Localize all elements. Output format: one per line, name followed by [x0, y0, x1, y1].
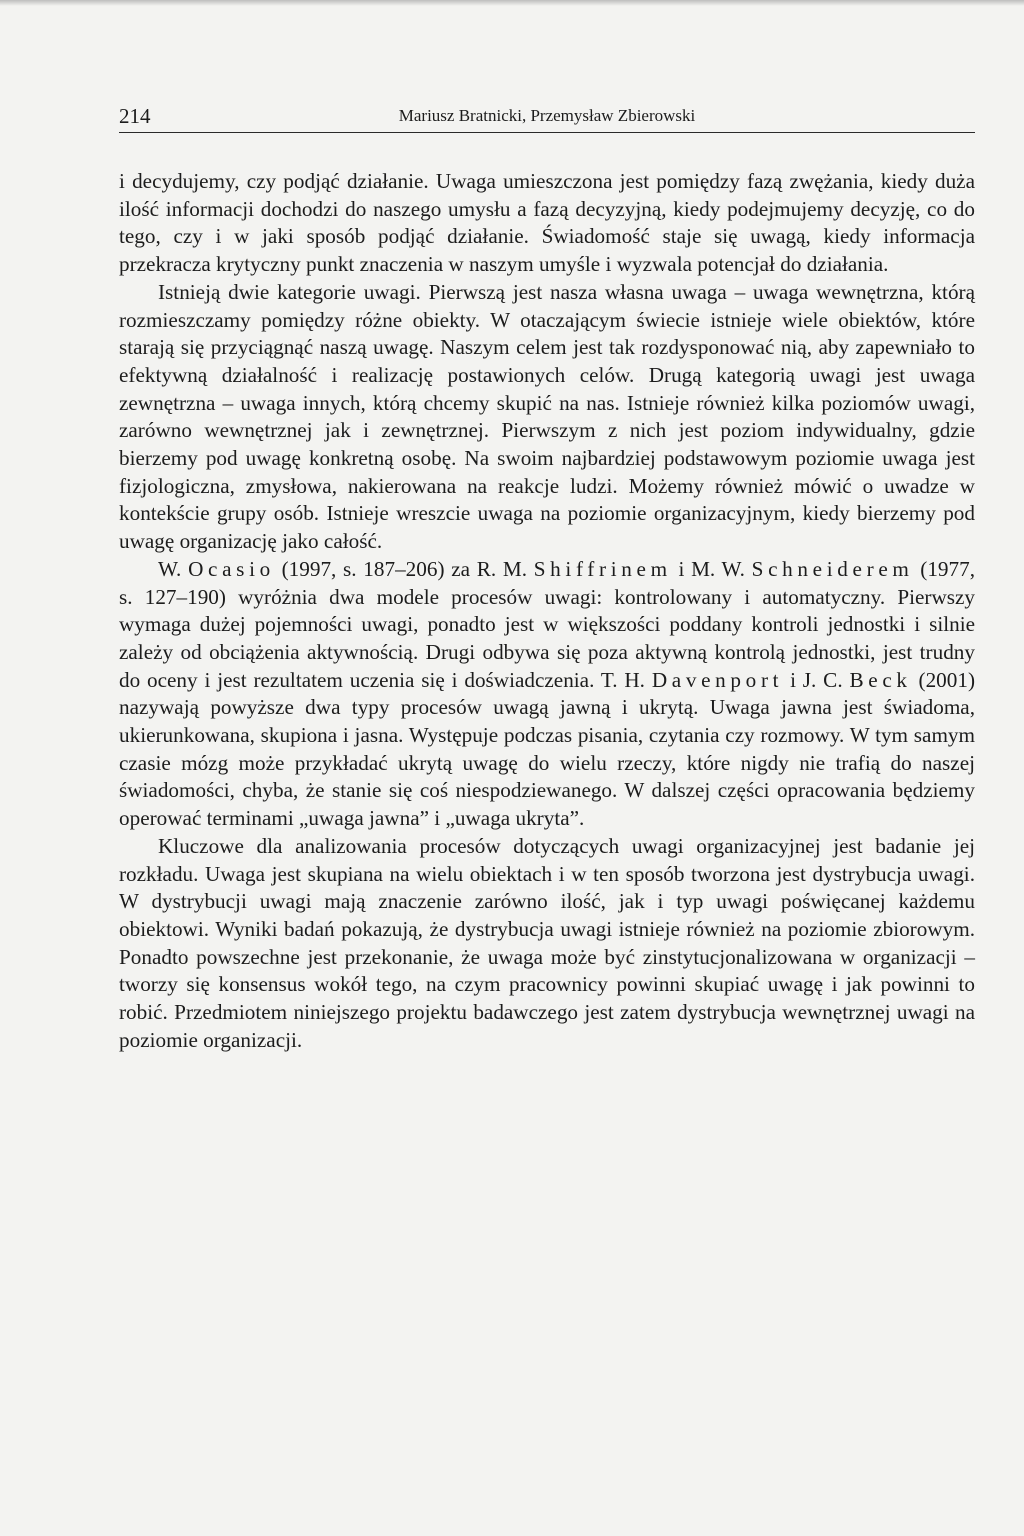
- text-segment: i M. W.: [671, 556, 752, 581]
- text-segment: W.: [158, 556, 189, 581]
- text-segment: (1997, s. 187–206) za R. M.: [274, 556, 534, 581]
- paragraph-attention-categories: Istnieją dwie kategorie uwagi. Pierwszą jest nasza własna uwaga – uwaga wewnętrzna, którą rozmieszczamy pomiędzy różne obiekty. W otaczającym świecie istnieje wiele obiektów, które starają się przyciągnąć naszą uwagę. Naszym celem jest tak rozdysponować nią, aby zapewniało to efektywną działalność i realizację postawionych celów. Drugą kategorią uwagi jest uwaga zewnętrzna – uwaga innych, którą chcemy skupić na nas. Istnieje również kilka poziomów uwagi, zarówno wewnętrznej jak i zewnętrznej. Pierwszym z nich jest poziom indywidualny, gdzie bierzemy pod uwagę konkretną osobę. Na swoim najbardziej podstawowym poziomie uwaga jest fizjologiczna, zmysłowa, nakierowana na reakcje ludzi. Możemy również mówić o uwadze w kontekście grupy osób. Istnieje wreszcie uwaga na poziomie organizacyjnym, kiedy bierzemy pod uwagę organizację jako całość.: [119, 279, 975, 554]
- body-text: [119, 168, 975, 1055]
- text-segment: (1977, s. 127–190) wyróżnia dwa modele procesów uwagi: kontrolowany i automatyczny. Pierwszy wymaga dużej pojemności uwagi, ponadto jest w większości poddany kontroli jednostki i silnie zależy od obciążenia aktywnością. Drugi odbywa się poza aktywną kontrolą jednostki, jest trudny do oceny i jest rezultatem uczenia się i doświadczenia. T. H.: [119, 556, 975, 692]
- running-header: [119, 96, 975, 133]
- running-title-authors: Mariusz Bratnicki, Przemysław Zbierowski: [398, 106, 696, 125]
- author-name-spaced: Schneiderem: [751, 556, 914, 581]
- paragraph-continued: i decydujemy, czy podjąć działanie. Uwaga umieszczona jest pomiędzy fazą zwężania, kiedy duża ilość informacji dochodzi do naszego umysłu a fazą decyzyjną, kiedy podejmujemy decyzję, co do tego, czy i w jaki sposób podjąć działanie. Świadomość staje się uwagą, kiedy informacja przekracza krytyczny punkt znaczenia w naszym umyśle i wyzwala potencjał do działania.: [119, 169, 975, 277]
- text-segment: i J. C.: [783, 667, 850, 692]
- author-name-spaced: Beck: [849, 667, 912, 692]
- author-name-spaced: Davenport: [651, 667, 784, 692]
- text-segment: (2001) nazywają powyższe dwa typy procesów uwagą jawną i ukrytą. Uwaga jawna jest świadoma, ukierunkowana, skupiona i jasna. Występuje podczas pisania, czytania czy rozmowy. W tym samym czasie mózg może przykładać ukrytą uwagę do wielu rzeczy, które nigdy nie trafią do naszej świadomości, chyba, że stanie się coś niespodziewanego. W dalszej części opracowania będziemy operować terminami „uwaga jawna” i „uwaga ukryta”.: [119, 667, 976, 831]
- paragraph-attention-distribution: Kluczowe dla analizowania procesów dotyczących uwagi organizacyjnej jest badanie jej rozkładu. Uwaga jest skupiana na wielu obiektach i w ten sposób tworzona jest dystrybucja uwagi. W dystrybucji uwagi mają znaczenie zarówno ilość, jak i typ uwagi poświęcanej każdemu obiektowi. Wyniki badań pokazują, że dystrybucja uwagi istnieje również na poziomie zbiorowym. Ponadto powszechne jest przekonanie, że uwaga może być zinstytucjonalizowana w organizacji – tworzy się konsensus wokół tego, na czym pracownicy powinni skupiać uwagę i jak powinni to robić. Przedmiotem niniejszego projektu badawczego jest zatem dystrybucja wewnętrznej uwagi na poziomie organizacji.: [119, 833, 975, 1052]
- book-page: [119, 96, 975, 1055]
- paragraph-attention-models: [119, 556, 975, 833]
- author-name-spaced: Shiffrinem: [533, 556, 672, 581]
- author-name-spaced: Ocasio: [188, 556, 275, 581]
- scan-edge-shadow: [0, 0, 1024, 6]
- page-number: 214: [119, 104, 151, 128]
